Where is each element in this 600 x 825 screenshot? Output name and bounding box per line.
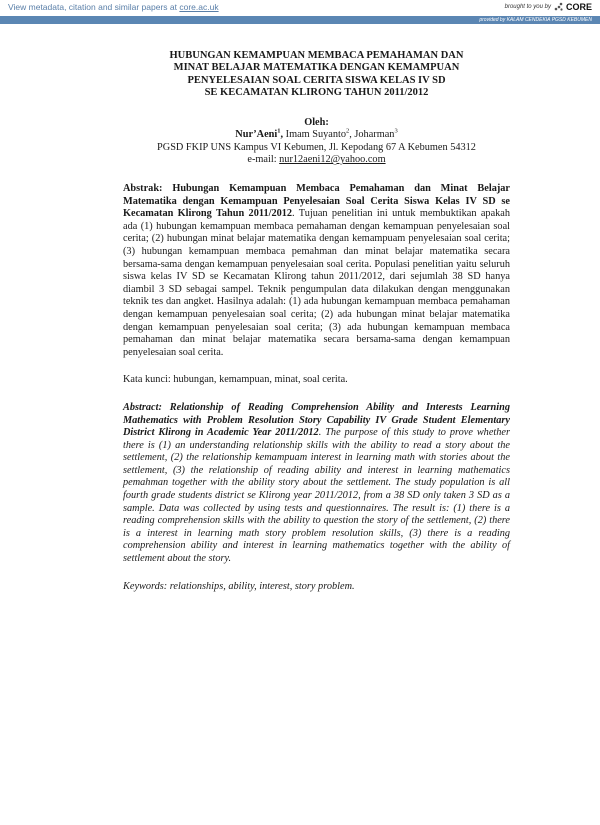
- core-banner: [0, 0, 600, 17]
- abstract-id: [123, 183, 510, 359]
- email-label: e-mail:: [247, 154, 280, 166]
- author-2: Imam Suyanto: [285, 129, 346, 141]
- provided-by-bar: [0, 16, 600, 24]
- title-line: MINAT BELAJAR MATEMATIKA DENGAN KEMAMPUAN: [173, 62, 460, 74]
- affiliation: PGSD FKIP UNS Kampus VI Kebumen, Jl. Kepodang 67 A Kebumen 54312: [157, 141, 476, 153]
- core-metadata-link[interactable]: [8, 2, 219, 12]
- paper-page: [123, 50, 510, 593]
- core-logo-text: CORE: [565, 1, 592, 12]
- title-line: PENYELESAIAN SOAL CERITA SISWA KELAS IV SD: [187, 74, 446, 86]
- abstract-heading: Abstrak: Hubungan Kemampuan Membaca Pemahaman dan Minat Belajar Matematika dengan Kemampuan Penyelesaian Soal Cerita Siswa Kelas IV SD se Kecamatan Klirong Tahun 2011/2012: [123, 183, 510, 220]
- core-banner-text: View metadata, citation and similar papers at: [8, 2, 177, 12]
- brought-by-text: brought to you by: [504, 3, 551, 10]
- abstract-en-body: . The purpose of this study to prove whether there is (1) an understanding relationship skills with the ability to read a story about the settlement, (2) the relationship kemampuam interest in learning math with stories about the settlement, (3) the relationship of reading ability and interest in learning mathematics pemahman together with the ability story about the settlement. The study population is all fourth grade students district se Klirong year 2011/2012, from a 38 SD only taken 3 SD as a sample. Data was collected by using tests and questionnaires. The result is: (1) there is a reading comprehension skills with the ability to question the story of the settlement, (2) there is a interest in learning math story problem resolution skills, (3) there is a reading comprehension ability and interest in learning mathematics together with the ability of settlement about the story.: [123, 427, 510, 565]
- email-line: [123, 154, 510, 167]
- provided-by-text[interactable]: provided by KALAM CENDEKIA PGSD KEBUMEN: [479, 17, 592, 23]
- email-link[interactable]: nur12aeni12@yahoo.com: [279, 154, 386, 166]
- keywords: Keywords: relationships, ability, interest, story problem.: [123, 580, 355, 592]
- author-line: Nur’Aeni$^1$, Imam Suyanto$^2$, Joharman$^3$: [235, 127, 398, 141]
- title-line: SE KECAMATAN KLIRONG TAHUN 2011/2012: [204, 87, 429, 99]
- author-1-sup: 1: [277, 127, 281, 135]
- kata-kunci: Kata kunci: hubungan, kemampuan, minat, soal cerita.: [123, 374, 348, 386]
- core-brand[interactable]: [505, 1, 592, 12]
- abstract-en-heading: Abstract: Relationship of Reading Comprehension Ability and Interests Learning Mathematics with Problem Resolution Story Capability IV Grade Student Elementary District Klirong in Academic Year 2011/2012: [123, 401, 510, 439]
- author-3: Joharman: [354, 129, 395, 141]
- author-2-sup: 2: [346, 127, 350, 135]
- core-logo-icon: [553, 1, 564, 12]
- abstract-body: . Tujuan penelitian ini untuk membuktikan apakah ada (1) hubungan kemampuan membaca pemahaman dengan kemampuan penyelesaian soal cerita; (2) hubungan minat belajar matematika dengan kemampuam penyelesaian soal cerita; (3) hubungan kemampuan membaca pemahman dan minat belajar matematika secara bersama-sama dengan kemampuan penyelesaian soal cerita. Populasi penelitian yaitu seluruh siswa kelas IV SD se Kecamatan Klirong tahun 2011/2012, dari sejumlah 38 SD hanya diambil 3 SD sebagai sampel. Teknik pengumpulan data dilakukan dengan menggunakan teknik tes dan angket. Hasilnya adalah: (1) ada hubungan kemampuan membaca pemahaman dengan kemampuan penyelesaian soal cerita; (2) ada hubungan minat belajar matematika dengan kemampuan penyelesaian soal cerita; (3) ada hubungan kemampuan membaca pemahaman dan minat belajar matematika secara bersama-sama dengan kemampuan penyelesaian soal cerita.: [123, 208, 511, 358]
- abstract-en: [123, 402, 510, 566]
- core-site-link[interactable]: core.ac.uk: [179, 2, 219, 12]
- author-3-sup: 3: [394, 127, 398, 135]
- oleh-label: Oleh:: [304, 116, 329, 128]
- title-line: HUBUNGAN KEMAMPUAN MEMBACA PEMAHAMAN DAN: [169, 50, 464, 61]
- paper-title: [123, 50, 510, 100]
- author-1: Nur’Aeni: [235, 129, 278, 141]
